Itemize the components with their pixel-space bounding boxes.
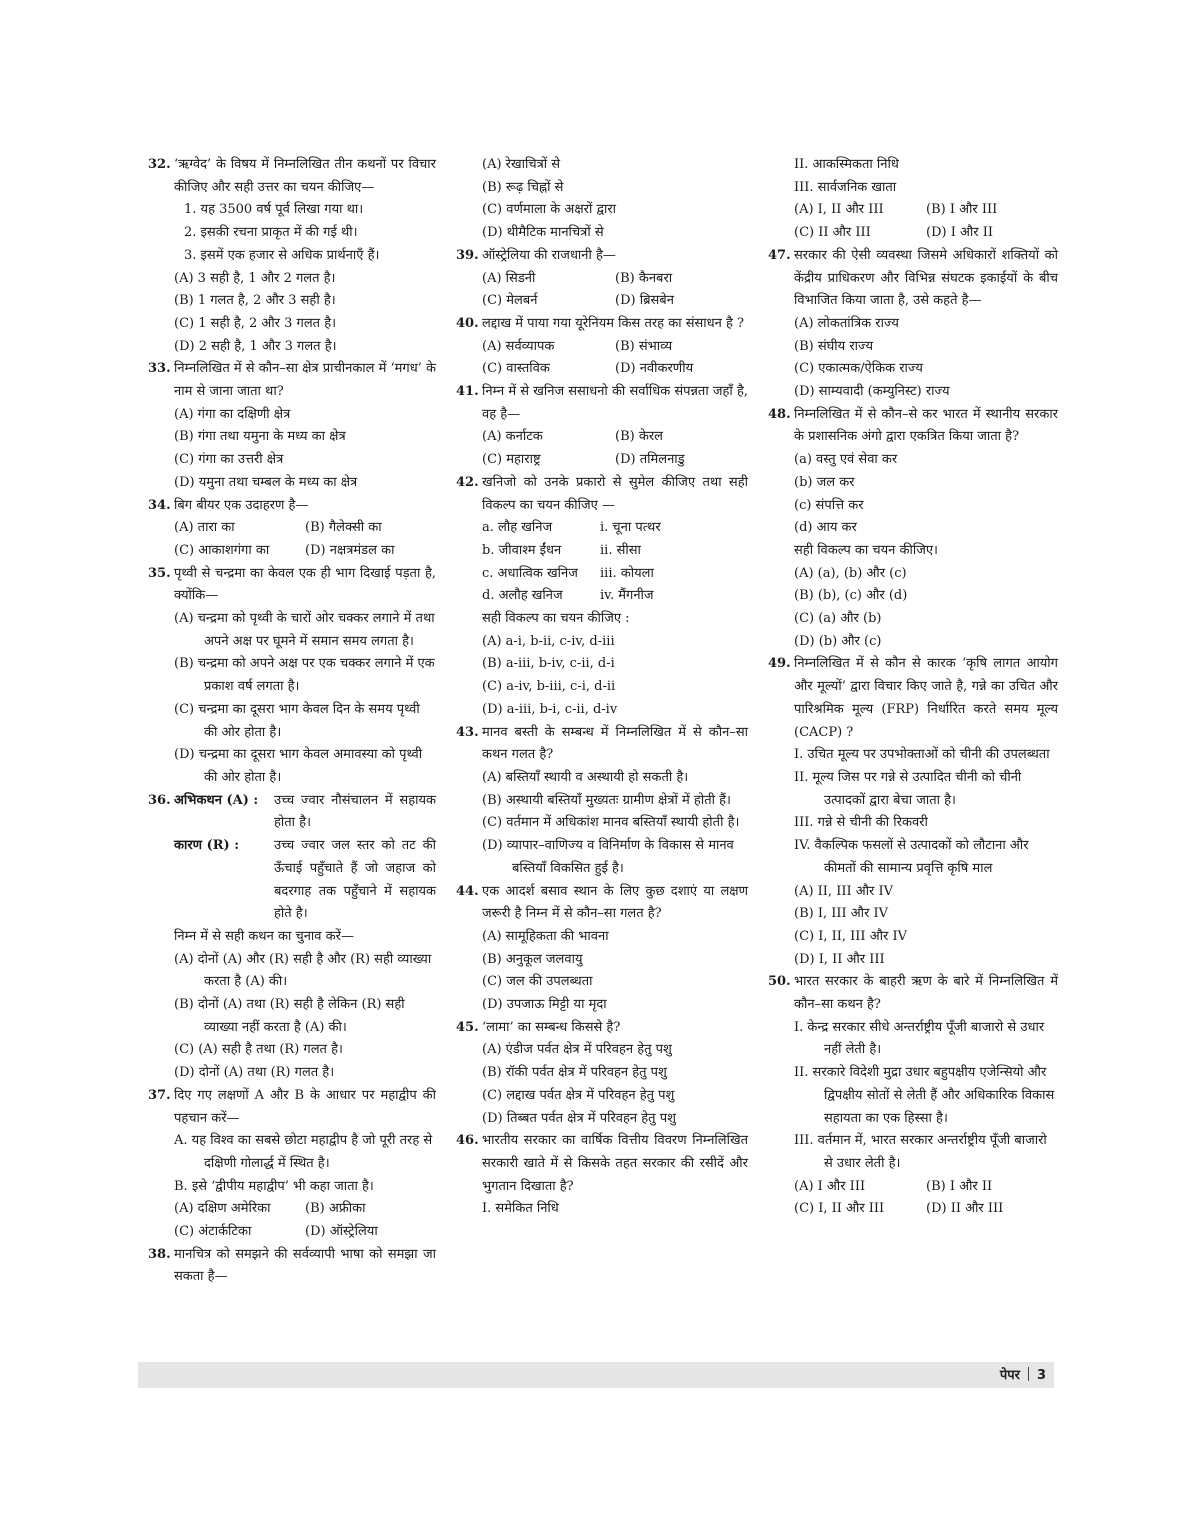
option-d: (D) ऑस्ट्रेलिया: [305, 1224, 378, 1240]
statement: (d) आय कर: [794, 520, 857, 536]
question-text: बिग बीयर एक उदाहरण है—: [174, 497, 309, 513]
list-item: d. अलौह खनिज: [482, 588, 563, 604]
option-b: (B) संभाव्य: [615, 338, 673, 354]
option-c: (C) a-iv, b-iii, c-i, d-ii: [482, 679, 616, 695]
question-number: 43.: [456, 724, 479, 740]
question-number: 37.: [148, 1087, 171, 1103]
question-38: [148, 1244, 436, 1289]
option-c: (C) अंटार्कटिका: [174, 1224, 252, 1240]
option-d: (D) ब्रिसबेन: [615, 293, 674, 309]
option-a: (A) दोनों (A) और (R) सही है और (R) सही व्याख्या करता है (A) की।: [174, 951, 432, 990]
question-text: एक आदर्श बसाव स्थान के लिए कुछ दशाएं या लक्षण जरूरी है निम्न में से कौन–सा गलत है?: [482, 883, 748, 922]
reason-text: उच्च ज्वार जल स्तर को तट की ऊँचाई पहुँचाते हैं जो जहाज को बदरगाह तक पहुँचाने में सहायक होते है।: [274, 838, 436, 922]
option-a: (A) (a), (b) और (c): [794, 565, 907, 581]
question-43: [456, 722, 748, 881]
question-text: ऑस्ट्रेलिया की राजधानी है—: [482, 247, 616, 263]
option-b: (B) I, III और IV: [794, 906, 889, 922]
page-footer: [138, 1362, 1054, 1388]
question-number: 33.: [148, 361, 171, 377]
option-a: (A) बस्तियाँ स्थायी व अस्थायी हो सकती है।: [482, 769, 689, 785]
statement: III. गन्ने से चीनी की रिकवरी: [794, 815, 928, 831]
question-38-options: [456, 154, 748, 245]
question-text: मानचित्र को समझने की सर्वव्यापी भाषा को समझा जा सकता है—: [174, 1246, 436, 1285]
statement: (c) संपत्ति कर: [794, 497, 864, 513]
statement: (a) वस्तु एवं सेवा कर: [794, 452, 898, 468]
option-c: (C) एकात्मक/ऐकिक राज्य: [794, 361, 923, 377]
statement: II. सरकारे विदेशी मुद्रा उधार बहुपक्षीय एजेन्सियो और द्विपक्षीय सोतों से लेती हैं और अधिकारिक विकास सहायता का एक हिस्सा है।: [794, 1065, 1055, 1126]
option-c: (C) गंगा का उत्तरी क्षेत्र: [174, 452, 284, 468]
question-number: 42.: [456, 474, 479, 490]
option-d: (D) तिब्बत पर्वत क्षेत्र में परिवहन हेतु पशु: [482, 1110, 676, 1126]
question-47: [768, 245, 1058, 404]
option-c: (C) II और III: [794, 225, 871, 241]
question-46: [456, 1130, 748, 1221]
list-item: i. चूना पत्थर: [600, 520, 661, 536]
statement: 2. इसकी रचना प्राकृत में की गई थी।: [184, 225, 358, 241]
list-item: a. लौह खनिज: [482, 520, 553, 536]
reason-label: कारण (R) :: [174, 838, 240, 854]
option-d: (D) साम्यवादी (कम्युनिस्ट) राज्य: [794, 384, 950, 400]
question-number: 46.: [456, 1133, 479, 1149]
option-b: (B) (b), (c) और (d): [794, 588, 908, 604]
option-c: (C) महाराष्ट्र: [482, 452, 541, 468]
option-a: (A) II, III और IV: [794, 883, 894, 899]
question-text: लद्दाख में पाया गया यूरेनियम किस तरह का संसाधन है ?: [482, 315, 744, 331]
option-b: (B) गैलेक्सी का: [305, 520, 382, 536]
question-35: [148, 563, 436, 790]
statement: I. समेकित निधि: [482, 1201, 559, 1217]
option-c: (C) आकाशगंगा का: [174, 542, 270, 558]
option-c: (C) चन्द्रमा का दूसरा भाग केवल दिन के समय पृथ्वी की ओर होता है।: [174, 701, 420, 740]
column-1: [148, 154, 436, 1289]
question-text: सरकार की ऐसी व्यवस्था जिसमे अधिकारों शक्तियों को केंद्रीय प्राधिकरण और विभिन्न संघटक इकाईयों के बीच विभाजित किया जाता है, उसे कहते है—: [794, 247, 1058, 309]
list-item: iii. कोयला: [600, 565, 654, 581]
question-34: [148, 495, 436, 563]
option-a: (A) I और III: [794, 1178, 866, 1194]
column-3: [768, 154, 1058, 1221]
option-a: (A) सिडनी: [482, 270, 536, 286]
question-number: 41.: [456, 384, 479, 400]
question-41: [456, 381, 748, 472]
option-c: (C) जल की उपलब्धता: [482, 974, 593, 990]
option-a: (A) 3 सही है, 1 और 2 गलत है।: [174, 270, 336, 286]
statement: IV. वैकल्पिक फसलों से उत्पादकों को लौटाना और कीमतों की सामान्य प्रवृत्ति कृषि माल: [794, 838, 1029, 876]
statement: 1. यह 3500 वर्ष पूर्व लिखा गया था।: [184, 202, 364, 218]
option-d: (D) तमिलनाडु: [615, 452, 685, 468]
option-a: (A) दक्षिण अमेरिका: [174, 1201, 271, 1217]
instruction: सही विकल्प का चयन कीजिए :: [482, 611, 630, 627]
option-d: (D) (b) और (c): [794, 633, 882, 649]
question-48: [768, 404, 1058, 654]
option-d: (D) II और III: [926, 1201, 1004, 1217]
option-c: (C) लद्दाख पर्वत क्षेत्र में परिवहन हेतु पशु: [482, 1087, 675, 1103]
match-table: [482, 517, 748, 608]
column-2: [456, 154, 748, 1221]
question-text: निम्नलिखित में से कौन–से कर भारत में स्थानीय सरकार के प्रशासनिक अंगो द्वारा एकत्रित किया जाता है?: [794, 406, 1058, 445]
question-36: [148, 790, 436, 1085]
question-50: [768, 971, 1058, 1221]
option-b: (B) अनुकूल जलवायु: [482, 951, 583, 967]
option-b: (B) चन्द्रमा को अपने अक्ष पर एक चक्कर लगाने में एक प्रकाश वर्ष लगता है।: [174, 656, 435, 695]
statement: 3. इसमें एक हजार से अधिक प्रार्थनाएँ हैं।: [184, 247, 380, 263]
question-number: 49.: [768, 656, 791, 672]
question-40: [456, 313, 748, 381]
statement: III. सार्वजनिक खाता: [794, 179, 897, 195]
option-b: (B) अस्थायी बस्तियाँ मुख्यतः ग्रामीण क्षेत्रों में होती हैं।: [482, 792, 731, 808]
question-text: ‘लामा’ का सम्बन्ध किससे है?: [482, 1019, 621, 1035]
option-b: (B) संघीय राज्य: [794, 338, 873, 354]
list-item: ii. सीसा: [600, 542, 641, 558]
option-d: (D) I और II: [926, 225, 993, 241]
question-number: 32.: [148, 157, 171, 172]
question-33: [148, 358, 436, 494]
question-text: निम्नलिखित में से कौन–सा क्षेत्र प्राचीनकाल में ‘मगध’ के नाम से जाना जाता था?: [174, 361, 436, 400]
option-a: (A) रेखाचित्रों से: [482, 157, 561, 172]
option-b: (B) दोनों (A) तथा (R) सही है लेकिन (R) सही व्याख्या नहीं करता है (A) की।: [174, 997, 405, 1035]
option-b: (B) a-iii, b-iv, c-ii, d-i: [482, 656, 615, 672]
question-45: [456, 1017, 748, 1131]
option-d: (D) नवीकरणीय: [615, 361, 694, 377]
option-a: (A) I, II और III: [794, 202, 884, 218]
option-d: (D) I, II और III: [794, 951, 885, 967]
option-c: (C) 1 सही है, 2 और 3 गलत है।: [174, 315, 337, 331]
option-a: (A) लोकतांत्रिक राज्य: [794, 315, 899, 331]
question-number: 50.: [768, 974, 791, 990]
statement: II. आकस्मिकता निधि: [794, 157, 899, 172]
question-text: निम्नलिखित में से कौन से कारक ‘कृषि लागत आयोग और मूल्यों’ द्वारा विचार किए जाते है, गन्ने का उचित और पारिश्रमिक मूल्य (FRP) निर्धारित करते समय मूल्य (CACP) ?: [794, 656, 1058, 740]
question-text: मानव बस्ती के सम्बन्ध में निम्नलिखित में से कौन–सा कथन गलत है?: [482, 724, 748, 763]
question-text: दिए गए लक्षणों A और B के आधार पर महाद्वीप की पहचान करें—: [174, 1087, 436, 1126]
question-number: 45.: [456, 1019, 479, 1035]
question-number: 35.: [148, 565, 171, 581]
statement: I. केन्द्र सरकार सीधे अन्तर्राष्ट्रीय पूँजी बाजारो से उधार नहीं लेती है।: [794, 1019, 1045, 1058]
question-49: [768, 653, 1058, 971]
option-b: (B) केरल: [615, 429, 663, 445]
list-item: iv. मैंगनीज: [600, 588, 654, 604]
option-d: (D) a-iii, b-i, c-ii, d-iv: [482, 701, 618, 717]
page-number: 3: [1036, 1368, 1046, 1383]
option-d: (D) यमुना तथा चम्बल के मध्य का क्षेत्र: [174, 474, 358, 490]
question-number: 39.: [456, 247, 479, 263]
statement: B. इसे ‘द्वीपीय महाद्वीप’ भी कहा जाता है।: [174, 1178, 374, 1194]
question-number: 36.: [148, 792, 171, 808]
assertion-label: अभिकथन (A) :: [174, 792, 259, 808]
question-text: खनिजो को उनके प्रकारो से सुमेल कीजिए तथा सही विकल्प का चयन कीजिए —: [482, 474, 748, 513]
option-c: (C) (a) और (b): [794, 611, 882, 627]
option-d: (D) 2 सही है, 1 और 3 गलत है।: [174, 338, 337, 354]
question-text: पृथ्वी से चन्द्रमा का केवल एक ही भाग दिखाई पड़ता है, क्योंकि—: [174, 565, 436, 604]
statement: I. उचित मूल्य पर उपभोक्ताओं को चीनी की उपलब्धता: [794, 747, 1050, 763]
instruction: निम्न में से सही कथन का चुनाव करें—: [174, 928, 354, 944]
option-a: (A) एंडीज पर्वत क्षेत्र में परिवहन हेतु पशु: [482, 1042, 672, 1058]
option-b: (B) कैनबरा: [615, 270, 673, 286]
option-b: (B) रूढ़ चिह्नों से: [482, 179, 564, 195]
question-number: 40.: [456, 315, 479, 331]
question-number: 48.: [768, 406, 791, 422]
statement: III. वर्तमान में, भारत सरकार अन्तर्राष्ट्रीय पूँजी बाजारो से उधार लेती है।: [794, 1133, 1047, 1171]
question-number: 44.: [456, 883, 479, 899]
option-b: (B) गंगा तथा यमुना के मध्य का क्षेत्र: [174, 429, 346, 445]
option-c: (C) वर्तमान में अधिकांश मानव बस्तियाँ स्थायी होती है।: [482, 815, 740, 831]
option-c: (C) (A) सही है तथा (R) गलत है।: [174, 1042, 343, 1058]
option-c: (C) I, II, III और IV: [794, 928, 907, 944]
option-d: (D) व्यापार–वाणिज्य व विनिर्माण के विकास से मानव बस्तियाँ विकसित हुई है।: [482, 838, 734, 876]
option-a: (A) तारा का: [174, 520, 235, 536]
question-text: भारत सरकार के बाहरी ऋण के बारे में निम्नलिखित में कौन–सा कथन है?: [794, 974, 1058, 1013]
instruction: सही विकल्प का चयन कीजिए।: [794, 542, 938, 558]
question-text: भारतीय सरकार का वार्षिक वित्तीय विवरण निम्नलिखित सरकारी खाते में से किसके तहत सरकार की रसीदें और भुगतान दिखाता है?: [482, 1133, 748, 1194]
option-d: (D) उपजाऊ मिट्टी या मृदा: [482, 997, 607, 1013]
option-d: (D) दोनों (A) तथा (R) गलत है।: [174, 1065, 335, 1081]
question-number: 47.: [768, 247, 791, 263]
option-d: (D) चन्द्रमा का दूसरा भाग केवल अमावस्या को पृथ्वी की ओर होता है।: [174, 747, 423, 785]
option-a: (A) गंगा का दक्षिणी क्षेत्र: [174, 406, 291, 422]
footer-divider: [1028, 1367, 1029, 1381]
assertion-text: उच्च ज्वार नौसंचालन में सहायक होता है।: [274, 792, 436, 831]
question-42: [456, 472, 748, 722]
option-a: (A) चन्द्रमा को पृथ्वी के चारों ओर चक्कर लगाने में तथा अपने अक्ष पर घूमने में समान समय लगता है।: [174, 611, 435, 649]
option-d: (D) नक्षत्रमंडल का: [305, 542, 395, 558]
option-a: (A) कर्नाटक: [482, 429, 543, 445]
option-c: (C) I, II और III: [794, 1201, 885, 1217]
question-37: [148, 1085, 436, 1244]
option-a: (A) a-i, b-ii, c-iv, d-iii: [482, 633, 615, 649]
option-b: (B) 1 गलत है, 2 और 3 सही है।: [174, 293, 336, 309]
option-b: (B) I और III: [926, 202, 998, 218]
option-b: (B) रॉकी पर्वत क्षेत्र में परिवहन हेतु पशु: [482, 1065, 667, 1081]
question-39: [456, 245, 748, 313]
option-c: (C) वास्तविक: [482, 361, 550, 377]
option-d: (D) थीमैटिक मानचित्रों से: [482, 225, 604, 241]
option-b: (B) अफ्रीका: [305, 1201, 366, 1217]
option-a: (A) सामूहिकता की भावना: [482, 928, 609, 944]
statement: (b) जल कर: [794, 474, 855, 490]
footer-text: [1000, 1365, 1046, 1383]
option-c: (C) मेलबर्न: [482, 293, 538, 309]
option-b: (B) I और II: [926, 1178, 993, 1194]
question-32: [148, 154, 436, 358]
footer-label: पेपर: [999, 1368, 1020, 1383]
list-item: c. अधात्विक खनिज: [482, 565, 578, 581]
question-text: निम्न में से खनिज ससाधनो की सर्वाधिक संपन्नता जहाँ है, वह है—: [482, 384, 748, 422]
question-number: 34.: [148, 497, 171, 513]
question-text: ‘ऋग्वेद’ के विषय में निम्नलिखित तीन कथनों पर विचार कीजिए और सही उत्तर का चयन कीजिए—: [174, 157, 436, 195]
list-item: b. जीवाश्म ईंधन: [482, 542, 562, 558]
question-44: [456, 881, 748, 1017]
statement: A. यह विश्व का सबसे छोटा महाद्वीप है जो पूरी तरह से दक्षिणी गोलार्द्ध में स्थित है।: [174, 1133, 433, 1171]
option-c: (C) वर्णमाला के अक्षरों द्वारा: [482, 202, 617, 218]
statement: II. मूल्य जिस पर गन्ने से उत्पादित चीनी को चीनी उत्पादकों द्वारा बेचा जाता है।: [794, 769, 1022, 808]
question-46-continued: [768, 154, 1058, 245]
question-number: 38.: [148, 1246, 171, 1262]
option-a: (A) सर्वव्यापक: [482, 338, 555, 354]
